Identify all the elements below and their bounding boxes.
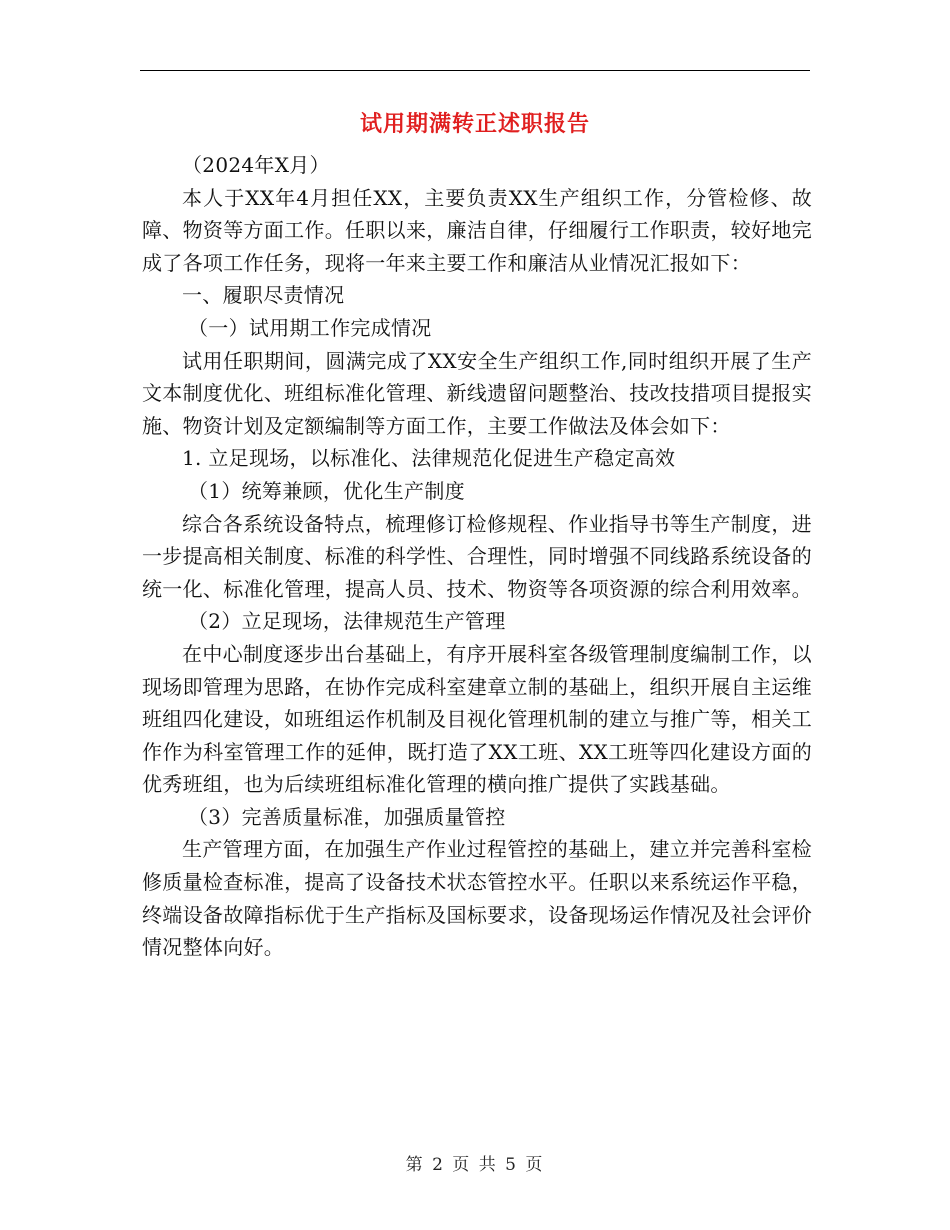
document-title: 试用期满转正述职报告	[359, 111, 590, 137]
body-paragraph: 生产管理方面，在加强生产作业过程管控的基础上，建立并完善科室检修质量检查标准，提高了设备技术状态管控水平。任职以来系统运作平稳，终端设备故障指标优于生产指标及国标要求，设备现场运作情况及社会评价情况整体向好。	[142, 837, 812, 960]
page-number: 第 2 页 共 5 页	[405, 1155, 545, 1175]
body-paragraph: 在中心制度逐步出台基础上，有序开展科室各级管理制度编制工作，以现场即管理为思路，在协作完成科室建章立制的基础上，组织开展自主运维班组四化建设，如班组运作机制及目视化管理机制的建立与推广等，相关工作作为科室管理工作的延伸，既打造了XX工班、XX工班等四化建设方面的优秀班组，也为后续班组标准化管理的横向推广提供了实践基础。	[142, 641, 812, 797]
subitem-heading: （1）统筹兼顾，优化生产制度	[188, 478, 465, 503]
section-heading: 一、履职尽责情况	[182, 283, 345, 308]
subsection-heading: （一）试用期工作完成情况	[188, 315, 432, 340]
document-body	[142, 149, 812, 964]
subitem-heading: （3）完善质量标准，加强质量管控	[188, 804, 506, 829]
report-date: （2024年X月）	[182, 153, 330, 177]
header-rule	[140, 70, 810, 71]
item-heading: 1. 立足现场，以标准化、法律规范化促进生产稳定高效	[182, 446, 676, 471]
body-paragraph: 综合各系统设备特点，梳理修订检修规程、作业指导书等生产制度，进一步提高相关制度、标准的科学性、合理性，同时增强不同线路系统设备的统一化、标准化管理，提高人员、技术、物资等各项资源的综合利用效率。	[142, 511, 812, 601]
subitem-heading: （2）立足现场，法律规范生产管理	[188, 609, 506, 634]
intro-paragraph: 本人于XX年4月担任XX，主要负责XX生产组织工作，分管检修、故障、物资等方面工作。任职以来，廉洁自律，仔细履行工作职责，较好地完成了各项工作任务，现将一年来主要工作和廉洁从业情况汇报如下：	[142, 185, 812, 275]
body-paragraph: 试用任职期间，圆满完成了XX安全生产组织工作,同时组织开展了生产文本制度优化、班组标准化管理、新线遗留问题整治、技改技措项目提报实施、物资计划及定额编制等方面工作，主要工作做法及体会如下：	[142, 348, 812, 438]
